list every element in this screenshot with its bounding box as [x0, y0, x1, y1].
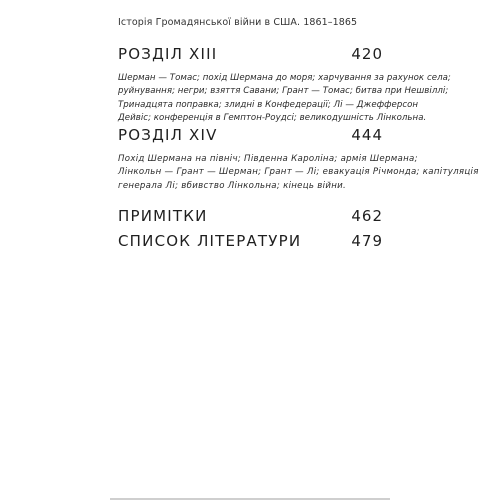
toc-entry-heading: [118, 207, 383, 225]
chapter-summary: [118, 153, 479, 193]
section-title: ПРИМІТКИ: [118, 207, 208, 225]
chapter-title: РОЗДІЛ XIII: [118, 45, 218, 63]
summary-line: Лінкольн — Грант — Шерман; Грант — Лі; евакуація Річмонда; капітуляція: [118, 167, 479, 178]
summary-line: Шерман — Томас; похід Шермана до моря; харчування за рахунок села;: [118, 73, 451, 83]
summary-line: Дейвіс; конференція в Гемптон-Роудсі; великодушність Лінкольна.: [118, 113, 427, 124]
toc-entry-bibliography: [118, 232, 383, 250]
running-header: Історія Громадянської війни в США. 1861–1865: [118, 17, 358, 28]
section-title: СПИСОК ЛІТЕРАТУРИ: [118, 232, 302, 250]
page-number: 462: [351, 207, 383, 225]
toc-entry-heading: [118, 232, 383, 250]
toc-entry-heading: [118, 126, 383, 144]
page-number: 479: [351, 232, 383, 250]
summary-line: руйнування; негри; взяття Савани; Грант — Томас; битва при Нешвіллі;: [118, 86, 449, 97]
toc-entry-chapter-14: [118, 126, 479, 193]
page-number: 444: [351, 126, 383, 144]
summary-line: генерала Лі; вбивство Лінкольна; кінець війни.: [118, 180, 347, 191]
chapter-summary: [118, 72, 451, 126]
summary-line: Тринадцята поправка; злидні в Конфедерації; Лі — Джефферсон: [118, 99, 419, 110]
toc-entry-heading: [118, 45, 383, 63]
page-number: 420: [351, 45, 383, 63]
summary-line: Похід Шермана на північ; Південна Кароліна; армія Шермана;: [118, 154, 418, 164]
toc-entry-notes: [118, 207, 383, 225]
chapter-title: РОЗДІЛ XIV: [118, 126, 218, 144]
toc-entry-chapter-13: [118, 45, 451, 126]
